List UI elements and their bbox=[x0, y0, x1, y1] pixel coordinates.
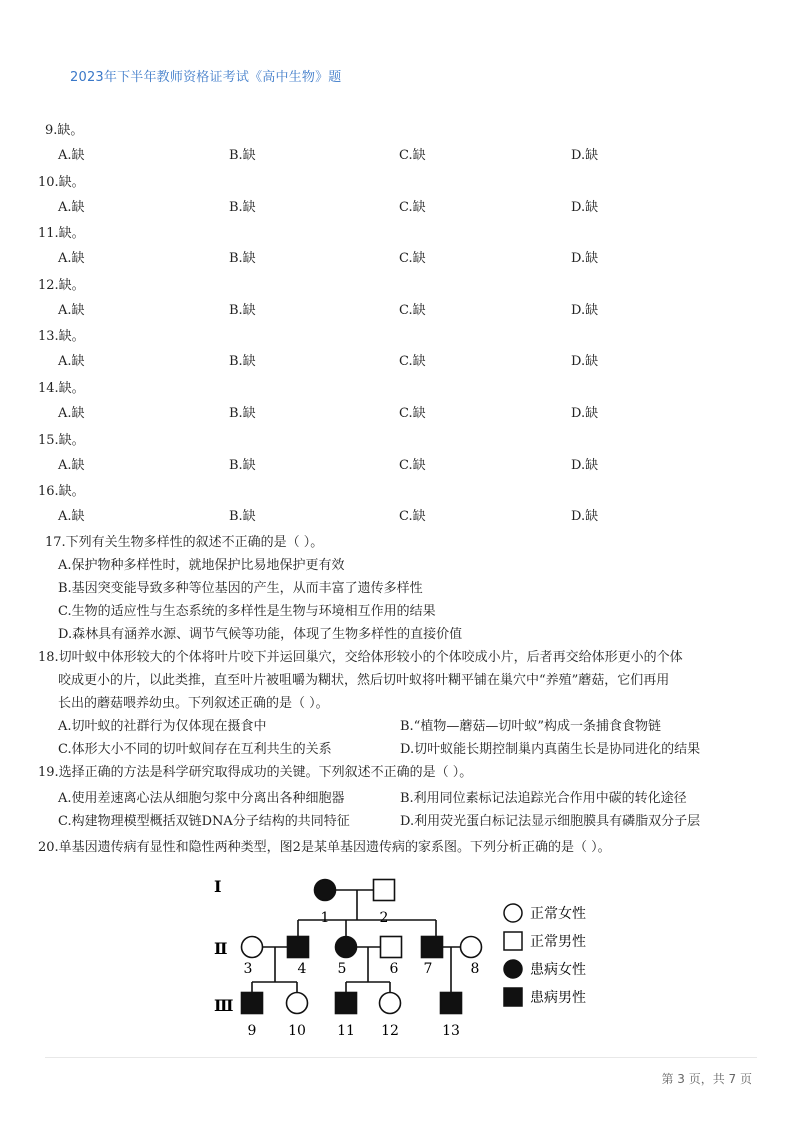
question-option: B.缺 bbox=[229, 509, 256, 524]
q17-option-b: B.基因突变能导致多种等位基因的产生，从而丰富了遗传多样性 bbox=[58, 581, 423, 596]
pedigree-individual-label: 11 bbox=[337, 1023, 355, 1039]
q18-stem-line3: 长出的蘑菇喂养幼虫。下列叙述正确的是（ ）。 bbox=[58, 696, 329, 711]
legend-affected-female-symbol bbox=[504, 960, 522, 978]
pedigree-individual-label: 13 bbox=[442, 1023, 460, 1039]
q18-option-a: A.切叶蚁的社群行为仅体现在摄食中 bbox=[58, 719, 267, 734]
pedigree-individual-label: 12 bbox=[381, 1023, 399, 1039]
question-option: C.缺 bbox=[399, 200, 426, 215]
question-option: A.缺 bbox=[58, 200, 85, 215]
q17-option-c: C.生物的适应性与生态系统的多样性是生物与环境相互作用的结果 bbox=[58, 604, 436, 619]
question-option: A.缺 bbox=[58, 406, 85, 421]
question-option: B.缺 bbox=[229, 303, 256, 318]
question-option: C.缺 bbox=[399, 406, 426, 421]
pedigree-individual-2 bbox=[374, 880, 395, 901]
document-header-title: 2023年下半年教师资格证考试《高中生物》题 bbox=[70, 70, 342, 85]
pedigree-chart bbox=[200, 870, 620, 1040]
pedigree-individual-label: 4 bbox=[297, 961, 307, 977]
question-option: D.缺 bbox=[571, 251, 599, 266]
pedigree-individual-10 bbox=[287, 993, 308, 1014]
legend-normal-female-label: 正常女性 bbox=[530, 906, 586, 922]
question-option: B.缺 bbox=[229, 406, 256, 421]
pedigree-individual-label: 8 bbox=[470, 961, 480, 977]
question-option: B.缺 bbox=[229, 458, 256, 473]
question-option: A.缺 bbox=[58, 458, 85, 473]
pedigree-individual-12 bbox=[380, 993, 401, 1014]
pedigree-individual-label: 9 bbox=[247, 1023, 257, 1039]
q18-option-d: D.切叶蚁能长期控制巢内真菌生长是协同进化的结果 bbox=[400, 742, 701, 757]
question-option: B.缺 bbox=[229, 354, 256, 369]
question-stem: 14.缺。 bbox=[38, 381, 85, 396]
question-option: C.缺 bbox=[399, 354, 426, 369]
question-stem: 9.缺。 bbox=[45, 123, 84, 138]
question-option: D.缺 bbox=[571, 148, 599, 163]
pedigree-individual-13 bbox=[441, 993, 462, 1014]
question-option: D.缺 bbox=[571, 303, 599, 318]
q19-option-c: C.构建物理模型概括双链DNA分子结构的共同特征 bbox=[58, 814, 350, 829]
question-stem: 11.缺。 bbox=[38, 226, 85, 241]
q17-option-d: D.森林具有涵养水源、调节气候等功能，体现了生物多样性的直接价值 bbox=[58, 627, 463, 642]
q18-option-b: B.“植物—蘑菇—切叶蚁”构成一条捕食食物链 bbox=[400, 719, 661, 734]
question-option: D.缺 bbox=[571, 406, 599, 421]
question-stem: 13.缺。 bbox=[38, 329, 85, 344]
pedigree-individual-3 bbox=[242, 937, 263, 958]
question-option: C.缺 bbox=[399, 148, 426, 163]
generation-label-1: Ⅰ bbox=[214, 877, 222, 896]
question-option: C.缺 bbox=[399, 251, 426, 266]
page-number: 第 3 页，共 7 页 bbox=[661, 1072, 752, 1086]
legend-normal-male-symbol bbox=[504, 932, 522, 950]
pedigree-individual-8 bbox=[461, 937, 482, 958]
question-option: C.缺 bbox=[399, 303, 426, 318]
generation-label-3: Ⅲ bbox=[214, 996, 234, 1015]
legend-affected-female-label: 患病女性 bbox=[530, 962, 586, 978]
question-stem: 16.缺。 bbox=[38, 484, 85, 499]
legend-normal-female-symbol bbox=[504, 904, 522, 922]
q19-option-d: D.利用荧光蛋白标记法显示细胞膜具有磷脂双分子层 bbox=[400, 814, 701, 829]
pedigree-individual-7 bbox=[422, 937, 443, 958]
question-option: B.缺 bbox=[229, 251, 256, 266]
pedigree-individual-label: 1 bbox=[320, 910, 330, 926]
question-option: A.缺 bbox=[58, 509, 85, 524]
legend-affected-male-symbol bbox=[504, 988, 522, 1006]
q20-stem: 20.单基因遗传病有显性和隐性两种类型，图2是某单基因遗传病的家系图。下列分析正确的是（ ）。 bbox=[38, 840, 611, 855]
question-option: B.缺 bbox=[229, 148, 256, 163]
q17-stem: 17.下列有关生物多样性的叙述不正确的是（ ）。 bbox=[45, 535, 324, 550]
pedigree-individual-4 bbox=[288, 937, 309, 958]
q18-option-c: C.体形大小不同的切叶蚁间存在互利共生的关系 bbox=[58, 742, 332, 757]
question-stem: 10.缺。 bbox=[38, 175, 85, 190]
question-option: A.缺 bbox=[58, 303, 85, 318]
q18-stem-line2: 咬成更小的片，以此类推，直至叶片被咀嚼为糊状，然后切叶蚁将叶糊平铺在巢穴中“养殖”蘑菇，它们再用 bbox=[58, 673, 670, 688]
pedigree-legend bbox=[504, 904, 586, 1006]
question-option: B.缺 bbox=[229, 200, 256, 215]
generation-label-2: Ⅱ bbox=[214, 939, 228, 958]
question-option: C.缺 bbox=[399, 509, 426, 524]
footer-divider bbox=[45, 1057, 757, 1058]
pedigree-individual-label: 7 bbox=[423, 961, 433, 977]
pedigree-individual-9 bbox=[242, 993, 263, 1014]
legend-affected-male-label: 患病男性 bbox=[530, 990, 586, 1006]
pedigree-individual-11 bbox=[336, 993, 357, 1014]
pedigree-individual-1 bbox=[315, 880, 336, 901]
pedigree-individual-label: 3 bbox=[243, 961, 253, 977]
question-stem: 15.缺。 bbox=[38, 433, 85, 448]
question-option: D.缺 bbox=[571, 354, 599, 369]
q19-stem: 19.选择正确的方法是科学研究取得成功的关键。下列叙述不正确的是（ ）。 bbox=[38, 765, 473, 780]
pedigree-individual-label: 5 bbox=[337, 961, 347, 977]
question-option: D.缺 bbox=[571, 509, 599, 524]
pedigree-individual-label: 6 bbox=[389, 961, 399, 977]
question-option: A.缺 bbox=[58, 354, 85, 369]
q18-stem-line1: 18.切叶蚁中体形较大的个体将叶片咬下并运回巢穴，交给体形较小的个体咬成小片，后者再交给体形更小的个体 bbox=[38, 650, 683, 665]
question-option: D.缺 bbox=[571, 458, 599, 473]
question-option: C.缺 bbox=[399, 458, 426, 473]
pedigree-individuals bbox=[242, 880, 482, 1040]
question-option: A.缺 bbox=[58, 148, 85, 163]
question-stem: 12.缺。 bbox=[38, 278, 85, 293]
q19-option-b: B.利用同位素标记法追踪光合作用中碳的转化途径 bbox=[400, 791, 687, 806]
question-option: A.缺 bbox=[58, 251, 85, 266]
legend-normal-male-label: 正常男性 bbox=[530, 934, 586, 950]
pedigree-individual-label: 2 bbox=[379, 910, 389, 926]
pedigree-generation-labels bbox=[214, 877, 233, 1015]
pedigree-individual-label: 10 bbox=[288, 1023, 306, 1039]
q19-option-a: A.使用差速离心法从细胞匀浆中分离出各种细胞器 bbox=[58, 791, 345, 806]
pedigree-individual-6 bbox=[381, 937, 402, 958]
pedigree-individual-5 bbox=[336, 937, 357, 958]
question-option: D.缺 bbox=[571, 200, 599, 215]
q17-option-a: A.保护物种多样性时，就地保护比易地保护更有效 bbox=[58, 558, 345, 573]
